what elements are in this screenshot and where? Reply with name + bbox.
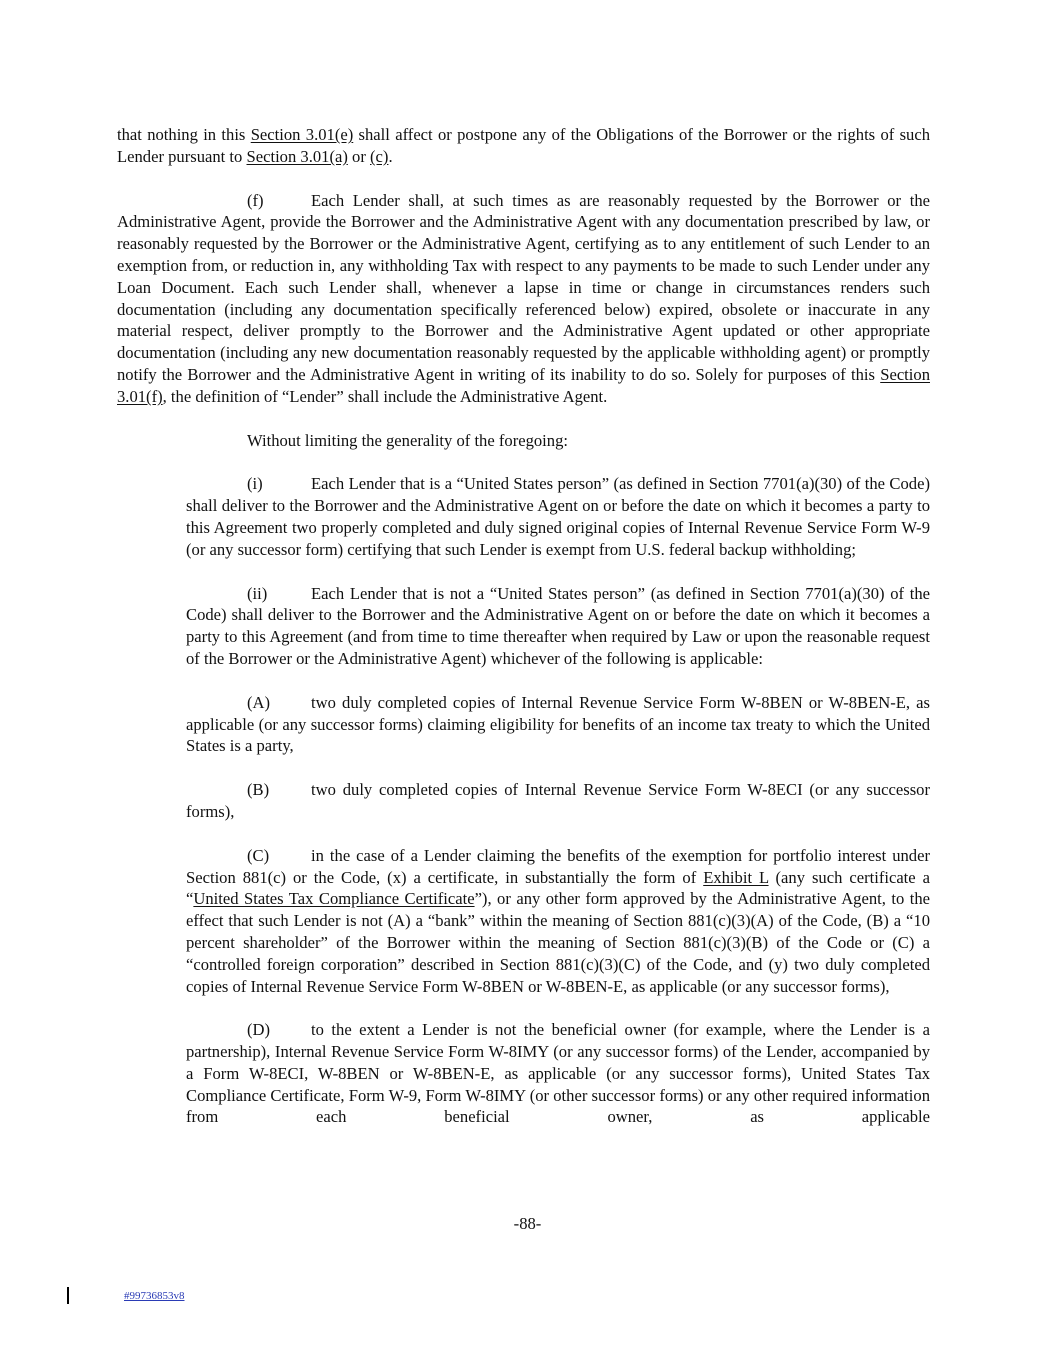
paragraph-ii [186, 583, 930, 670]
text: that nothing in this [117, 125, 251, 144]
section-reference: Section 3.01(a) [246, 146, 348, 166]
clause-label: (C) [247, 845, 270, 865]
paragraph-f [117, 190, 930, 408]
document-page [117, 124, 930, 1150]
clause-label: (ii) [247, 583, 268, 603]
clause-label: (D) [247, 1020, 271, 1040]
change-bar [67, 1287, 69, 1304]
text: shall affect or postpone any of the Obligations of the Borrower or the rights of such Lender pursuant to [117, 125, 930, 166]
clause-label: (B) [247, 780, 270, 800]
paragraph-B [186, 779, 930, 823]
clause-text: Each Lender shall, at such times as are reasonably requested by the Borrower or the Administrative Agent, provide the Borrower and the Administrative Agent with any documentation prescribed by law, or reasonably requested by the Borrower or the Administrative Agent, certifying as to any entitlement of such Lender to an exemption from, or reduction in, any withholding Tax with respect to any payments to be made to such Lender under any Loan Document. Each such Lender shall, whenever a lapse in time or change in circumstances renders such documentation (including any documentation specifically referenced below) expired, obsolete or inaccurate in any material respect, deliver promptly to the Borrower and the Administrative Agent updated or other appropriate documentation (including any new documentation reasonably requested by the applicable withholding agent) or promptly notify the Borrower and the Administrative Agent in writing of its inability to do so. Solely for purposes of this [117, 190, 930, 384]
paragraph-without-limiting [117, 430, 930, 452]
clause-text: Each Lender that is a “United States person” (as defined in Section 7701(a)(30) of the Code) shall deliver to the Borrower and the Administrative Agent on or before the date on which it becomes a party to this Agreement two properly completed and duly signed original copies of Internal Revenue Service Form W-9 (or any successor form) certifying that such Lender is exempt from U.S. federal backup withholding; [186, 474, 930, 559]
paragraph-D [186, 1019, 930, 1128]
clause-text: to the extent a Lender is not the beneficial owner (for example, where the Lender is a partnership), Internal Revenue Service Form W-8IMY (or any successor forms) of the Lender, accompanied by a Form W-8ECI, W-8BEN or W-8BEN-E, as applicable (or any successor forms), United States Tax Compliance Certificate, Form W-9, Form W-8IMY (or other successor forms) or any other required information from each beneficial owner, as applicable [186, 1020, 930, 1127]
clause-text: two duly completed copies of Internal Revenue Service Form W-8BEN or W-8BEN-E, as applicable (or any successor forms) claiming eligibility for benefits of an income tax treaty to which the United States is a party, [186, 692, 930, 756]
exhibit-reference: Exhibit L [703, 867, 769, 887]
paragraph-i [186, 473, 930, 560]
section-reference: (c) [370, 146, 389, 166]
paragraph-continuation [117, 124, 930, 168]
paragraph-A [186, 692, 930, 757]
section-reference: Section 3.01(e) [250, 125, 354, 144]
clause-text: two duly completed copies of Internal Revenue Service Form W-8ECI (or any successor forms), [186, 780, 930, 821]
text: or [347, 146, 371, 166]
clause-label: (A) [247, 692, 271, 712]
clause-text: Each Lender that is not a “United States person” (as defined in Section 7701(a)(30) of the Code) shall deliver to the Borrower and the Administrative Agent on or before the date on which it becomes a party to this Agreement (and from time to time thereafter when required by Law or upon the reasonable request of the Borrower or the Administrative Agent) whichever of the following is applicable: [186, 583, 930, 668]
clause-text: Without limiting the generality of the foregoing: [247, 430, 568, 450]
text: . [388, 146, 393, 166]
page-number: -88- [513, 1214, 542, 1233]
paragraph-C [186, 845, 930, 998]
defined-term: United States Tax Compliance Certificate [193, 889, 475, 909]
document-id-link[interactable]: #99736853v8 [124, 1290, 185, 1302]
clause-text: in the case of a Lender claiming the benefits of the exemption for portfolio interest under Section 881(c) or the Code, (x) a certificate, in substantially the form of [186, 845, 930, 887]
clause-text: (any such certificate a “ [186, 867, 930, 909]
clause-text: , the definition of “Lender” shall include the Administrative Agent. [162, 386, 608, 406]
section-reference: Section 3.01(f) [117, 364, 930, 406]
clause-text: ”), or any other form approved by the Administrative Agent, to the effect that such Lender is not (A) a “bank” within the meaning of Section 881(c)(3)(A) of the Code, (B) a “10 percent shareholder” of the Borrower within the meaning of Section 881(c)(3)(B) of the Code or (C) a “controlled foreign corporation” described in Section 881(c)(3)(C) of the Code, and (y) two duly completed copies of Internal Revenue Service Form W-8BEN or W-8BEN-E, as applicable (or any successor forms), [186, 889, 930, 996]
clause-label: (i) [247, 474, 263, 494]
clause-label: (f) [247, 190, 264, 210]
